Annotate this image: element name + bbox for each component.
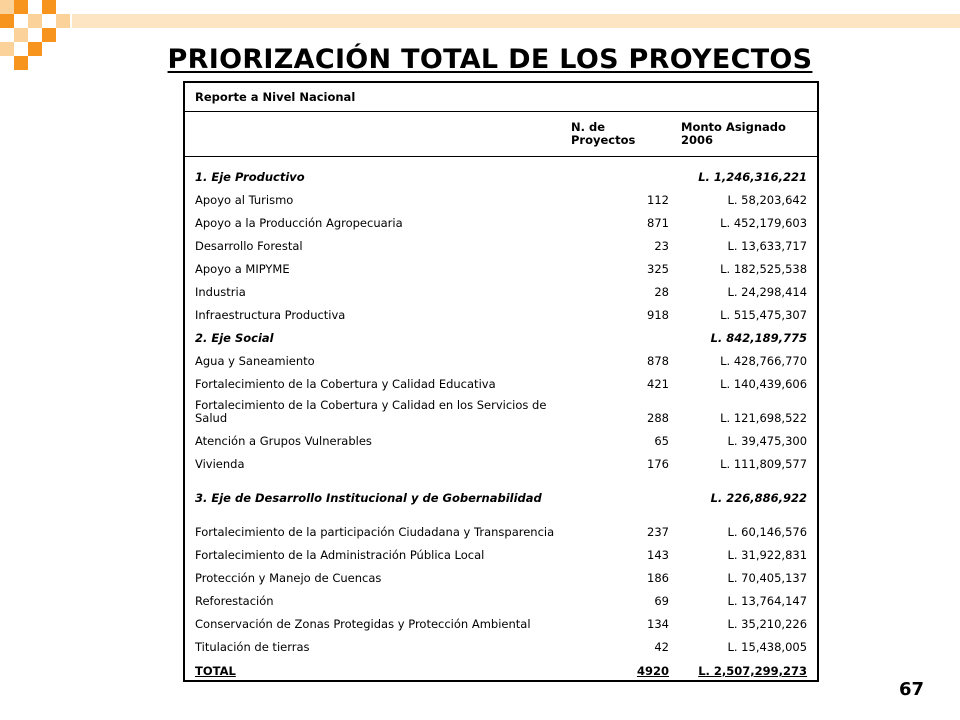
table-row: [185, 610, 817, 633]
row-name: 2. Eje Social: [195, 331, 274, 345]
row-amount: L. 842,189,775: [710, 331, 808, 345]
row-count: 42: [654, 640, 669, 654]
row-amount: L. 226,886,922: [710, 491, 808, 505]
row-count: 288: [647, 411, 669, 425]
row-count: 325: [647, 262, 669, 276]
row-amount: L. 15,438,005: [727, 640, 808, 654]
row-amount: L. 58,203,642: [727, 193, 808, 207]
row-count: 65: [654, 434, 669, 448]
table-row: [185, 564, 817, 587]
deco-square: [42, 0, 56, 14]
deco-square: [14, 0, 28, 14]
table-row: [185, 587, 817, 610]
row-name: Protección y Manejo de Cuencas: [195, 571, 382, 585]
row-amount: L. 35,210,226: [727, 617, 808, 631]
report-label: Reporte a Nivel Nacional: [185, 83, 817, 112]
row-count: [571, 324, 671, 347]
row-amount: L. 13,633,717: [727, 239, 808, 253]
row-name: Apoyo al Turismo: [195, 193, 294, 207]
header-amount: Monto Asignado 2006: [671, 112, 817, 157]
row-amount: L. 31,922,831: [727, 548, 808, 562]
table-row: [185, 450, 817, 473]
deco-square: [28, 14, 42, 28]
row-name: Fortalecimiento de la participación Ciudadana y Transparencia: [195, 525, 555, 539]
row-name: Apoyo a la Producción Agropecuaria: [195, 216, 403, 230]
row-name: Reforestación: [195, 594, 274, 608]
deco-square: [56, 14, 70, 28]
row-amount: L. 13,764,147: [727, 594, 808, 608]
table-row: [185, 232, 817, 255]
row-name: Apoyo a MIPYME: [195, 262, 290, 276]
row-count: 143: [647, 548, 669, 562]
table-row: [185, 427, 817, 450]
report-header-row: [185, 83, 817, 112]
row-amount: L. 515,475,307: [720, 308, 808, 322]
total-label: TOTAL: [195, 664, 236, 678]
deco-square: [0, 14, 14, 28]
row-amount: L. 111,809,577: [720, 457, 808, 471]
section-row: [185, 324, 817, 347]
table-row: [185, 255, 817, 278]
row-count: 112: [647, 193, 669, 207]
total-count: 4920: [636, 664, 669, 678]
row-amount: L. 121,698,522: [720, 411, 808, 425]
row-name: Fortalecimiento de la Administración Pública Local: [195, 548, 485, 562]
row-count: 237: [647, 525, 669, 539]
column-header-row: [185, 112, 817, 157]
row-name: Infraestructura Productiva: [195, 308, 346, 322]
deco-square: [14, 28, 28, 42]
row-count: 421: [647, 377, 669, 391]
row-count: 28: [654, 285, 669, 299]
row-name: Titulación de tierras: [195, 640, 310, 654]
row-amount: L. 70,405,137: [727, 571, 808, 585]
row-count: 878: [647, 354, 669, 368]
table-row: [185, 347, 817, 370]
deco-square: [0, 0, 14, 14]
deco-bar: [72, 14, 960, 28]
row-name: Atención a Grupos Vulnerables: [195, 434, 372, 448]
row-amount: L. 182,525,538: [720, 262, 808, 276]
row-count: 918: [647, 308, 669, 322]
page-number: 67: [898, 679, 924, 700]
row-amount: L. 1,246,316,221: [698, 170, 808, 184]
row-name: Desarrollo Forestal: [195, 239, 303, 253]
table-row: [185, 186, 817, 209]
row-name: Agua y Saneamiento: [195, 354, 315, 368]
row-name: Industria: [195, 285, 246, 299]
row-count: 23: [654, 239, 669, 253]
row-name: Vivienda: [195, 457, 245, 471]
table-row: [185, 370, 817, 393]
table-row: [185, 301, 817, 324]
row-name: 3. Eje de Desarrollo Institucional y de Gobernabilidad: [195, 491, 542, 505]
row-count: 186: [647, 571, 669, 585]
row-count: 134: [647, 617, 669, 631]
total-row: [185, 656, 817, 680]
table-row: [185, 507, 817, 541]
section-row: [185, 473, 817, 507]
row-name: 1. Eje Productivo: [195, 170, 305, 184]
page-title: PRIORIZACIÓN TOTAL DE LOS PROYECTOS: [167, 44, 813, 75]
table-row: [185, 393, 817, 427]
table-row: [185, 633, 817, 656]
row-amount: L. 24,298,414: [727, 285, 808, 299]
row-count: [571, 157, 671, 187]
section-row: [185, 157, 817, 187]
row-amount: L. 452,179,603: [720, 216, 808, 230]
row-name: Fortalecimiento de la Cobertura y Calidad en los Servicios de Salud: [195, 398, 547, 425]
header-count: N. de Proyectos: [571, 112, 671, 157]
row-count: 871: [647, 216, 669, 230]
row-count: 69: [654, 594, 669, 608]
table-row: [185, 209, 817, 232]
row-amount: L. 140,439,606: [720, 377, 808, 391]
table-row: [185, 541, 817, 564]
priority-table: [183, 81, 819, 682]
total-amount: L. 2,507,299,273: [698, 664, 808, 678]
row-count: 176: [647, 457, 669, 471]
row-amount: L. 428,766,770: [720, 354, 808, 368]
row-amount: L. 60,146,576: [727, 525, 808, 539]
row-name: Fortalecimiento de la Cobertura y Calidad Educativa: [195, 377, 496, 391]
row-amount: L. 39,475,300: [727, 434, 808, 448]
deco-square: [42, 28, 56, 42]
header-name: [185, 112, 571, 157]
row-count: [571, 473, 671, 507]
row-name: Conservación de Zonas Protegidas y Protección Ambiental: [195, 617, 531, 631]
table-row: [185, 278, 817, 301]
